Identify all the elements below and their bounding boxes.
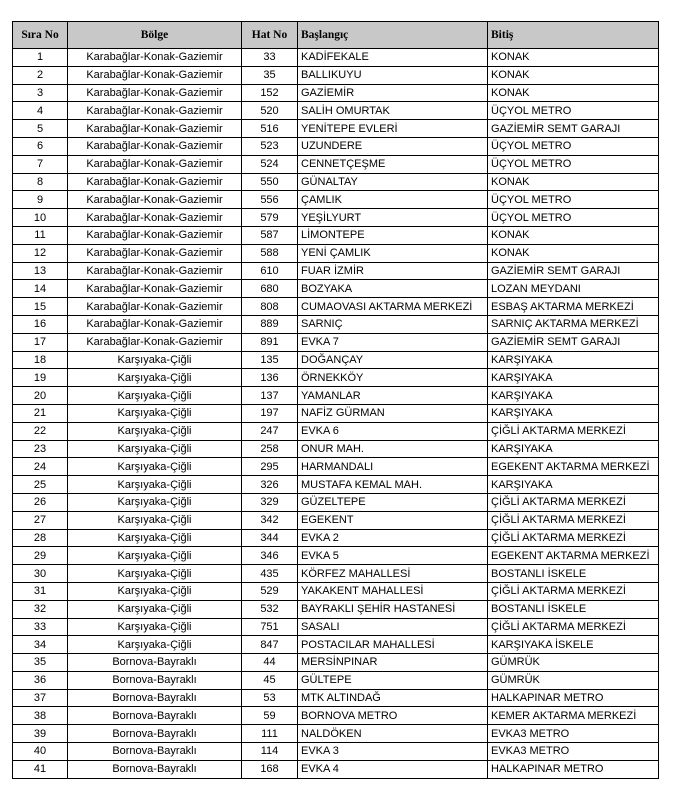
table-row bbox=[13, 493, 659, 511]
table-row bbox=[13, 760, 659, 778]
route-table bbox=[12, 21, 659, 779]
line-number-cell: 751 bbox=[242, 618, 298, 636]
region-cell: Karşıyaka-Çiğli bbox=[68, 547, 242, 565]
row-number-cell: 15 bbox=[13, 298, 68, 316]
table-row bbox=[13, 84, 659, 102]
region-cell: Bornova-Bayraklı bbox=[68, 689, 242, 707]
region-cell: Karşıyaka-Çiğli bbox=[68, 600, 242, 618]
row-number-cell: 12 bbox=[13, 244, 68, 262]
table-row bbox=[13, 315, 659, 333]
end-stop-cell: ÇİĞLİ AKTARMA MERKEZİ bbox=[488, 511, 659, 529]
table-row bbox=[13, 280, 659, 298]
end-stop-cell: ÇİĞLİ AKTARMA MERKEZİ bbox=[488, 529, 659, 547]
region-cell: Karabağlar-Konak-Gaziemir bbox=[68, 280, 242, 298]
row-number-cell: 6 bbox=[13, 137, 68, 155]
end-stop-cell: EGEKENT AKTARMA MERKEZİ bbox=[488, 458, 659, 476]
table-row bbox=[13, 440, 659, 458]
table-row bbox=[13, 244, 659, 262]
header-hat-no: Hat No bbox=[242, 22, 298, 49]
row-number-cell: 8 bbox=[13, 173, 68, 191]
line-number-cell: 891 bbox=[242, 333, 298, 351]
region-cell: Karşıyaka-Çiğli bbox=[68, 458, 242, 476]
header-bolge: Bölge bbox=[68, 22, 242, 49]
row-number-cell: 18 bbox=[13, 351, 68, 369]
table-row bbox=[13, 298, 659, 316]
region-cell: Karşıyaka-Çiğli bbox=[68, 387, 242, 405]
end-stop-cell: HALKAPINAR METRO bbox=[488, 689, 659, 707]
line-number-cell: 588 bbox=[242, 244, 298, 262]
line-number-cell: 808 bbox=[242, 298, 298, 316]
region-cell: Karşıyaka-Çiğli bbox=[68, 636, 242, 654]
table-row bbox=[13, 333, 659, 351]
row-number-cell: 25 bbox=[13, 476, 68, 494]
region-cell: Bornova-Bayraklı bbox=[68, 671, 242, 689]
header-row bbox=[13, 22, 659, 49]
table-row bbox=[13, 191, 659, 209]
start-stop-cell: NALDÖKEN bbox=[298, 725, 488, 743]
table-row bbox=[13, 226, 659, 244]
table-row bbox=[13, 369, 659, 387]
start-stop-cell: GÜNALTAY bbox=[298, 173, 488, 191]
line-number-cell: 344 bbox=[242, 529, 298, 547]
end-stop-cell: KARŞIYAKA bbox=[488, 369, 659, 387]
row-number-cell: 1 bbox=[13, 49, 68, 67]
row-number-cell: 31 bbox=[13, 582, 68, 600]
start-stop-cell: BALLIKUYU bbox=[298, 66, 488, 84]
region-cell: Karabağlar-Konak-Gaziemir bbox=[68, 102, 242, 120]
line-number-cell: 524 bbox=[242, 155, 298, 173]
row-number-cell: 9 bbox=[13, 191, 68, 209]
end-stop-cell: ÜÇYOL METRO bbox=[488, 155, 659, 173]
start-stop-cell: KÖRFEZ MAHALLESİ bbox=[298, 565, 488, 583]
line-number-cell: 520 bbox=[242, 102, 298, 120]
start-stop-cell: BAYRAKLI ŞEHİR HASTANESİ bbox=[298, 600, 488, 618]
end-stop-cell: EGEKENT AKTARMA MERKEZİ bbox=[488, 547, 659, 565]
row-number-cell: 28 bbox=[13, 529, 68, 547]
start-stop-cell: YEŞİLYURT bbox=[298, 209, 488, 227]
table-row bbox=[13, 458, 659, 476]
start-stop-cell: DOĞANÇAY bbox=[298, 351, 488, 369]
line-number-cell: 579 bbox=[242, 209, 298, 227]
end-stop-cell: KONAK bbox=[488, 226, 659, 244]
region-cell: Karşıyaka-Çiğli bbox=[68, 476, 242, 494]
end-stop-cell: KARŞIYAKA İSKELE bbox=[488, 636, 659, 654]
row-number-cell: 21 bbox=[13, 404, 68, 422]
line-number-cell: 532 bbox=[242, 600, 298, 618]
start-stop-cell: CUMAOVASI AKTARMA MERKEZİ bbox=[298, 298, 488, 316]
line-number-cell: 346 bbox=[242, 547, 298, 565]
line-number-cell: 45 bbox=[242, 671, 298, 689]
row-number-cell: 29 bbox=[13, 547, 68, 565]
row-number-cell: 19 bbox=[13, 369, 68, 387]
table-row bbox=[13, 120, 659, 138]
region-cell: Karabağlar-Konak-Gaziemir bbox=[68, 137, 242, 155]
line-number-cell: 258 bbox=[242, 440, 298, 458]
region-cell: Karabağlar-Konak-Gaziemir bbox=[68, 49, 242, 67]
line-number-cell: 44 bbox=[242, 654, 298, 672]
start-stop-cell: POSTACILAR MAHALLESİ bbox=[298, 636, 488, 654]
row-number-cell: 36 bbox=[13, 671, 68, 689]
row-number-cell: 38 bbox=[13, 707, 68, 725]
line-number-cell: 295 bbox=[242, 458, 298, 476]
line-number-cell: 516 bbox=[242, 120, 298, 138]
row-number-cell: 24 bbox=[13, 458, 68, 476]
header-sira-no: Sıra No bbox=[13, 22, 68, 49]
end-stop-cell: KONAK bbox=[488, 244, 659, 262]
row-number-cell: 11 bbox=[13, 226, 68, 244]
table-row bbox=[13, 725, 659, 743]
table-row bbox=[13, 547, 659, 565]
start-stop-cell: EVKA 2 bbox=[298, 529, 488, 547]
start-stop-cell: MERSİNPINAR bbox=[298, 654, 488, 672]
end-stop-cell: ÜÇYOL METRO bbox=[488, 191, 659, 209]
region-cell: Karşıyaka-Çiğli bbox=[68, 404, 242, 422]
end-stop-cell: KARŞIYAKA bbox=[488, 351, 659, 369]
start-stop-cell: EVKA 6 bbox=[298, 422, 488, 440]
region-cell: Karabağlar-Konak-Gaziemir bbox=[68, 191, 242, 209]
start-stop-cell: YENİ ÇAMLIK bbox=[298, 244, 488, 262]
start-stop-cell: EVKA 5 bbox=[298, 547, 488, 565]
end-stop-cell: KEMER AKTARMA MERKEZİ bbox=[488, 707, 659, 725]
table-row bbox=[13, 743, 659, 761]
start-stop-cell: SARNIÇ bbox=[298, 315, 488, 333]
row-number-cell: 37 bbox=[13, 689, 68, 707]
start-stop-cell: ONUR MAH. bbox=[298, 440, 488, 458]
end-stop-cell: KONAK bbox=[488, 49, 659, 67]
table-row bbox=[13, 387, 659, 405]
table-row bbox=[13, 529, 659, 547]
end-stop-cell: ESBAŞ AKTARMA MERKEZİ bbox=[488, 298, 659, 316]
table-row bbox=[13, 671, 659, 689]
row-number-cell: 40 bbox=[13, 743, 68, 761]
row-number-cell: 16 bbox=[13, 315, 68, 333]
table-row bbox=[13, 66, 659, 84]
row-number-cell: 10 bbox=[13, 209, 68, 227]
region-cell: Karabağlar-Konak-Gaziemir bbox=[68, 155, 242, 173]
line-number-cell: 197 bbox=[242, 404, 298, 422]
row-number-cell: 33 bbox=[13, 618, 68, 636]
end-stop-cell: GAZİEMİR SEMT GARAJI bbox=[488, 120, 659, 138]
table-row bbox=[13, 707, 659, 725]
region-cell: Karşıyaka-Çiğli bbox=[68, 529, 242, 547]
line-number-cell: 342 bbox=[242, 511, 298, 529]
start-stop-cell: HARMANDALI bbox=[298, 458, 488, 476]
table-row bbox=[13, 618, 659, 636]
row-number-cell: 32 bbox=[13, 600, 68, 618]
region-cell: Karabağlar-Konak-Gaziemir bbox=[68, 66, 242, 84]
region-cell: Karabağlar-Konak-Gaziemir bbox=[68, 298, 242, 316]
end-stop-cell: HALKAPINAR METRO bbox=[488, 760, 659, 778]
row-number-cell: 5 bbox=[13, 120, 68, 138]
end-stop-cell: ÜÇYOL METRO bbox=[488, 137, 659, 155]
end-stop-cell: BOSTANLI İSKELE bbox=[488, 565, 659, 583]
start-stop-cell: MTK ALTINDAĞ bbox=[298, 689, 488, 707]
table-row bbox=[13, 476, 659, 494]
region-cell: Bornova-Bayraklı bbox=[68, 654, 242, 672]
end-stop-cell: KARŞIYAKA bbox=[488, 387, 659, 405]
line-number-cell: 435 bbox=[242, 565, 298, 583]
row-number-cell: 17 bbox=[13, 333, 68, 351]
row-number-cell: 4 bbox=[13, 102, 68, 120]
table-row bbox=[13, 636, 659, 654]
start-stop-cell: YAKAKENT MAHALLESİ bbox=[298, 582, 488, 600]
table-row bbox=[13, 351, 659, 369]
region-cell: Karabağlar-Konak-Gaziemir bbox=[68, 84, 242, 102]
table-row bbox=[13, 565, 659, 583]
region-cell: Karşıyaka-Çiğli bbox=[68, 422, 242, 440]
region-cell: Karşıyaka-Çiğli bbox=[68, 582, 242, 600]
line-number-cell: 59 bbox=[242, 707, 298, 725]
start-stop-cell: MUSTAFA KEMAL MAH. bbox=[298, 476, 488, 494]
region-cell: Karabağlar-Konak-Gaziemir bbox=[68, 120, 242, 138]
end-stop-cell: ÇİĞLİ AKTARMA MERKEZİ bbox=[488, 422, 659, 440]
row-number-cell: 23 bbox=[13, 440, 68, 458]
line-number-cell: 610 bbox=[242, 262, 298, 280]
start-stop-cell: EVKA 7 bbox=[298, 333, 488, 351]
region-cell: Karşıyaka-Çiğli bbox=[68, 440, 242, 458]
table-row bbox=[13, 404, 659, 422]
row-number-cell: 2 bbox=[13, 66, 68, 84]
start-stop-cell: EVKA 3 bbox=[298, 743, 488, 761]
line-number-cell: 35 bbox=[242, 66, 298, 84]
row-number-cell: 7 bbox=[13, 155, 68, 173]
region-cell: Karabağlar-Konak-Gaziemir bbox=[68, 226, 242, 244]
region-cell: Karşıyaka-Çiğli bbox=[68, 351, 242, 369]
row-number-cell: 3 bbox=[13, 84, 68, 102]
row-number-cell: 14 bbox=[13, 280, 68, 298]
end-stop-cell: EVKA3 METRO bbox=[488, 743, 659, 761]
table-row bbox=[13, 262, 659, 280]
line-number-cell: 523 bbox=[242, 137, 298, 155]
table-row bbox=[13, 137, 659, 155]
line-number-cell: 168 bbox=[242, 760, 298, 778]
start-stop-cell: CENNETÇEŞME bbox=[298, 155, 488, 173]
line-number-cell: 111 bbox=[242, 725, 298, 743]
table-row bbox=[13, 582, 659, 600]
region-cell: Bornova-Bayraklı bbox=[68, 725, 242, 743]
end-stop-cell: KARŞIYAKA bbox=[488, 476, 659, 494]
region-cell: Karabağlar-Konak-Gaziemir bbox=[68, 315, 242, 333]
table-row bbox=[13, 422, 659, 440]
start-stop-cell: FUAR İZMİR bbox=[298, 262, 488, 280]
end-stop-cell: KONAK bbox=[488, 84, 659, 102]
start-stop-cell: UZUNDERE bbox=[298, 137, 488, 155]
row-number-cell: 22 bbox=[13, 422, 68, 440]
region-cell: Karabağlar-Konak-Gaziemir bbox=[68, 333, 242, 351]
line-number-cell: 247 bbox=[242, 422, 298, 440]
region-cell: Karşıyaka-Çiğli bbox=[68, 511, 242, 529]
region-cell: Bornova-Bayraklı bbox=[68, 743, 242, 761]
table-header bbox=[13, 22, 659, 49]
table-row bbox=[13, 49, 659, 67]
line-number-cell: 53 bbox=[242, 689, 298, 707]
region-cell: Karşıyaka-Çiğli bbox=[68, 493, 242, 511]
end-stop-cell: KARŞIYAKA bbox=[488, 440, 659, 458]
start-stop-cell: SASALI bbox=[298, 618, 488, 636]
start-stop-cell: EGEKENT bbox=[298, 511, 488, 529]
region-cell: Bornova-Bayraklı bbox=[68, 707, 242, 725]
region-cell: Bornova-Bayraklı bbox=[68, 760, 242, 778]
start-stop-cell: LİMONTEPE bbox=[298, 226, 488, 244]
region-cell: Karabağlar-Konak-Gaziemir bbox=[68, 209, 242, 227]
end-stop-cell: BOSTANLI İSKELE bbox=[488, 600, 659, 618]
start-stop-cell: YAMANLAR bbox=[298, 387, 488, 405]
end-stop-cell: LOZAN MEYDANI bbox=[488, 280, 659, 298]
start-stop-cell: EVKA 4 bbox=[298, 760, 488, 778]
start-stop-cell: SALİH OMURTAK bbox=[298, 102, 488, 120]
table-row bbox=[13, 209, 659, 227]
end-stop-cell: ÇİĞLİ AKTARMA MERKEZİ bbox=[488, 493, 659, 511]
line-number-cell: 889 bbox=[242, 315, 298, 333]
row-number-cell: 20 bbox=[13, 387, 68, 405]
line-number-cell: 847 bbox=[242, 636, 298, 654]
start-stop-cell: GÜLTEPE bbox=[298, 671, 488, 689]
header-baslangic: Başlangıç bbox=[298, 22, 488, 49]
table-row bbox=[13, 654, 659, 672]
end-stop-cell: ÇİĞLİ AKTARMA MERKEZİ bbox=[488, 582, 659, 600]
line-number-cell: 680 bbox=[242, 280, 298, 298]
region-cell: Karşıyaka-Çiğli bbox=[68, 369, 242, 387]
line-number-cell: 135 bbox=[242, 351, 298, 369]
end-stop-cell: SARNIÇ AKTARMA MERKEZİ bbox=[488, 315, 659, 333]
row-number-cell: 26 bbox=[13, 493, 68, 511]
row-number-cell: 13 bbox=[13, 262, 68, 280]
row-number-cell: 41 bbox=[13, 760, 68, 778]
region-cell: Karabağlar-Konak-Gaziemir bbox=[68, 244, 242, 262]
start-stop-cell: KADİFEKALE bbox=[298, 49, 488, 67]
start-stop-cell: ÇAMLIK bbox=[298, 191, 488, 209]
end-stop-cell: GÜMRÜK bbox=[488, 671, 659, 689]
region-cell: Karşıyaka-Çiğli bbox=[68, 565, 242, 583]
line-number-cell: 329 bbox=[242, 493, 298, 511]
table-body bbox=[13, 49, 659, 779]
region-cell: Karşıyaka-Çiğli bbox=[68, 618, 242, 636]
end-stop-cell: KARŞIYAKA bbox=[488, 404, 659, 422]
line-number-cell: 152 bbox=[242, 84, 298, 102]
end-stop-cell: KONAK bbox=[488, 173, 659, 191]
row-number-cell: 39 bbox=[13, 725, 68, 743]
start-stop-cell: NAFİZ GÜRMAN bbox=[298, 404, 488, 422]
table-row bbox=[13, 102, 659, 120]
row-number-cell: 35 bbox=[13, 654, 68, 672]
start-stop-cell: GAZİEMİR bbox=[298, 84, 488, 102]
line-number-cell: 550 bbox=[242, 173, 298, 191]
line-number-cell: 326 bbox=[242, 476, 298, 494]
line-number-cell: 529 bbox=[242, 582, 298, 600]
end-stop-cell: ÜÇYOL METRO bbox=[488, 209, 659, 227]
end-stop-cell: ÜÇYOL METRO bbox=[488, 102, 659, 120]
end-stop-cell: ÇİĞLİ AKTARMA MERKEZİ bbox=[488, 618, 659, 636]
region-cell: Karabağlar-Konak-Gaziemir bbox=[68, 173, 242, 191]
end-stop-cell: EVKA3 METRO bbox=[488, 725, 659, 743]
line-number-cell: 136 bbox=[242, 369, 298, 387]
line-number-cell: 556 bbox=[242, 191, 298, 209]
start-stop-cell: GÜZELTEPE bbox=[298, 493, 488, 511]
row-number-cell: 34 bbox=[13, 636, 68, 654]
line-number-cell: 114 bbox=[242, 743, 298, 761]
table-row bbox=[13, 600, 659, 618]
row-number-cell: 27 bbox=[13, 511, 68, 529]
end-stop-cell: GÜMRÜK bbox=[488, 654, 659, 672]
row-number-cell: 30 bbox=[13, 565, 68, 583]
start-stop-cell: ÖRNEKKÖY bbox=[298, 369, 488, 387]
start-stop-cell: BOZYAKA bbox=[298, 280, 488, 298]
start-stop-cell: YENİTEPE EVLERİ bbox=[298, 120, 488, 138]
line-number-cell: 587 bbox=[242, 226, 298, 244]
end-stop-cell: GAZİEMİR SEMT GARAJI bbox=[488, 333, 659, 351]
table-row bbox=[13, 173, 659, 191]
line-number-cell: 137 bbox=[242, 387, 298, 405]
table-row bbox=[13, 511, 659, 529]
table-row bbox=[13, 155, 659, 173]
end-stop-cell: GAZİEMİR SEMT GARAJI bbox=[488, 262, 659, 280]
table-row bbox=[13, 689, 659, 707]
region-cell: Karabağlar-Konak-Gaziemir bbox=[68, 262, 242, 280]
header-bitis: Bitiş bbox=[488, 22, 659, 49]
line-number-cell: 33 bbox=[242, 49, 298, 67]
end-stop-cell: KONAK bbox=[488, 66, 659, 84]
start-stop-cell: BORNOVA METRO bbox=[298, 707, 488, 725]
